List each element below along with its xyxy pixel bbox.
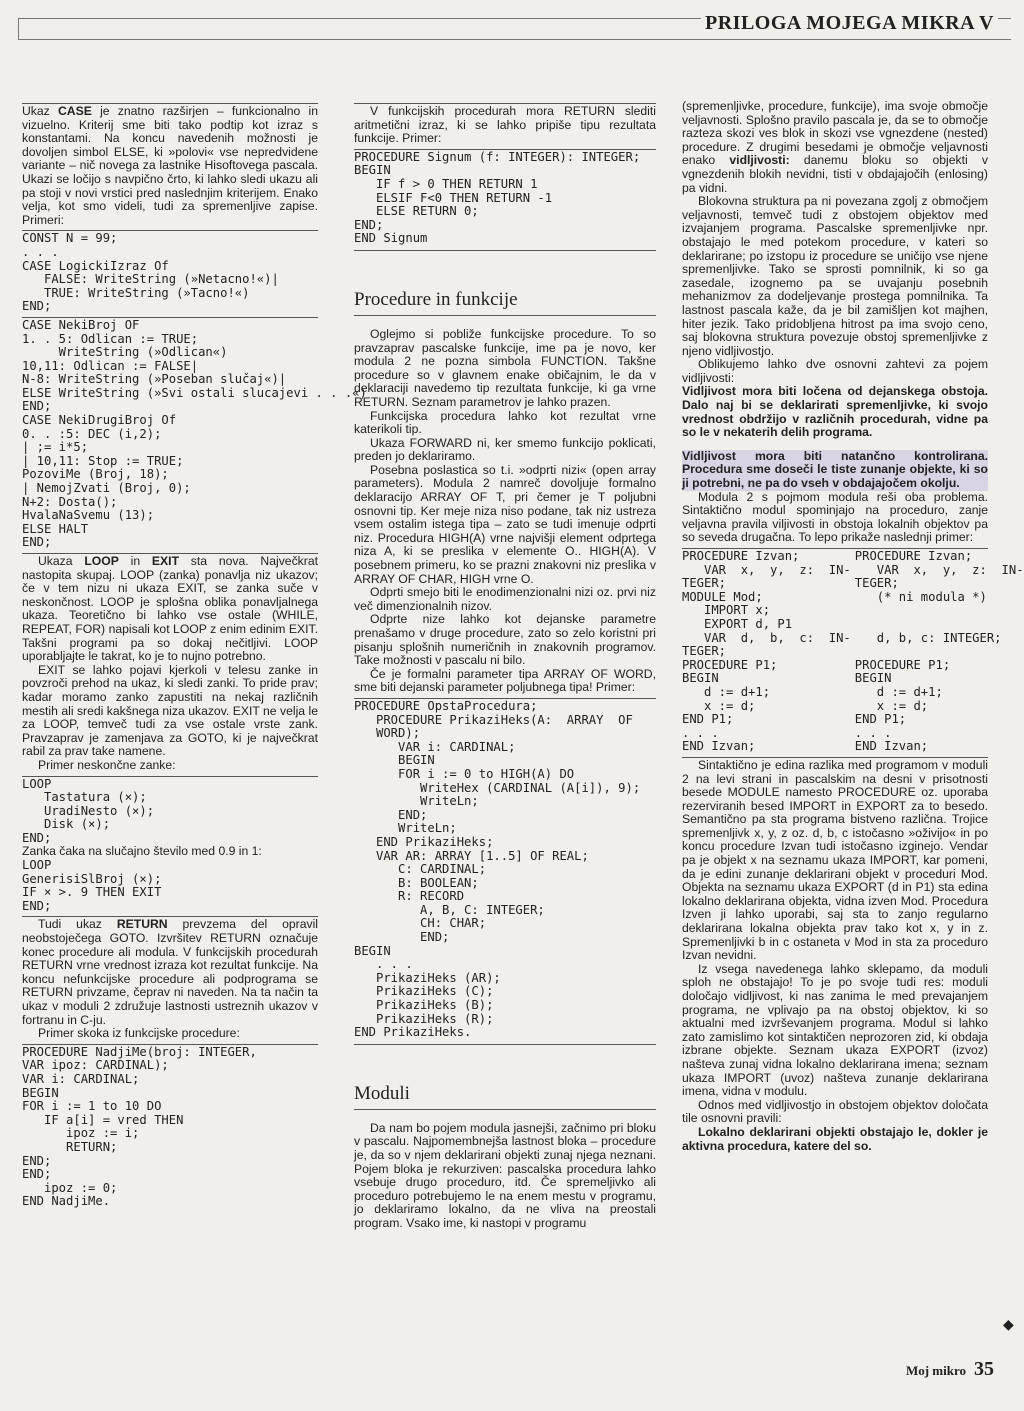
running-header: PRILOGA MOJEGA MIKRA V bbox=[701, 12, 998, 35]
code-listing-modula: PROCEDURE Izvan; VAR x, y, z: IN- TEGER; MODULE Mod; IMPORT x; EXPORT d, P1 VAR d, b, c: IN- TEGER; PROCEDURE P1; BEGIN d := d+1; x := d; END P1; . . . END Izvan; bbox=[682, 549, 851, 754]
body-paragraph: Da nam bo pojem modula jasnejši, začnimo pri bloku v pascalu. Najpomembnejša lastnost bloka – procedure je, da so v njem deklarirani objekti zunaj njega neznani. Pojem bloka je rekurziven: pascalska procedura lahko vsebuje drugo proceduro, itd. Če spremeljivko ali proceduro potrebujemo le na enem mestu v programu, jo deklariramo lokalno, da ne vliva na preostali program. Vsako ime, ki nastopi v programu bbox=[354, 1120, 656, 1230]
code-comparison bbox=[682, 549, 1024, 754]
example-caption: Primer neskončne zanke: bbox=[38, 757, 176, 772]
bold-rule-paragraph: Vidljivost mora biti ločena od dejanskega obstoja. Dalo naj bi se deklarirati spremenljivke, ki svojo vrednost obdržijo v različnih procedurah, vidne pa so le v nekaterih delih programa. bbox=[682, 384, 988, 440]
body-paragraph: Modula 2 s pojmom modula reši oba problema. Sintaktično modul spominjajo na proceduro, zanje veljavna pravila viljivosti in obstoja lokalnih objektov pa so seveda drugačna. To lepo prikaže naslednji primer: bbox=[682, 489, 988, 545]
page-footer bbox=[906, 1358, 994, 1381]
section-heading: Procedure in funkcije bbox=[354, 288, 518, 310]
return-function-paragraph: V funkcijskih procedurah mora RETURN slediti aritmetični izraz, ki se lahko pripiše tipu rezultata funkcije. Primer: bbox=[354, 104, 656, 146]
bold-rule-paragraph-highlighted: Vidljivost mora biti natančno kontrolirana. Procedura sme doseči le tiste zunanje objekte, ki so ji potrebni, ne pa do vseh v obdajajočem okolju. bbox=[682, 448, 988, 491]
body-paragraph: Oglejmo si pobliže funkcijske procedure. To so pravzaprav pascalske funkcije, ime pa je novo, ker modula 2 ne pozna simbola FUNCTION. Takšne procedure so v glavnem enake običajnim, le da v deklaraciji navedemo tip rezultata funkcije, ki ga vrne RETURN. Seznam parametrov je lahko prazen. bbox=[354, 326, 656, 409]
page-number: 35 bbox=[974, 1358, 994, 1380]
section-heading-wrap bbox=[354, 1044, 656, 1110]
bold-rule-paragraph: Lokalno deklarirani objekti obstajajo le, dokler je aktivna procedura, katere del so. bbox=[682, 1124, 988, 1153]
case-paragraph: Ukaz CASE je znatno razširjen – funkcionalno in vizuelno. Kriterij sme biti tako podtip kot izraz s konstantami. Na koncu navedenih možnosti je dovoljen simbol ELSE, ki »polovi« vse nepredvidene variante – nič novega za lastnike Hisoftovega pascala. Ukazi se ločijo s navpično črto, ki lahko sledi ukazu ali pa stoji v novi vrstici pred naslednjim kriterijem. Enako velja, kot smo videli, tudi za spremenljive zapise. Primeri: bbox=[22, 104, 318, 227]
divider bbox=[22, 776, 318, 777]
loop-paragraph: Ukaza LOOP in EXIT sta nova. Največkrat nastopita skupaj. LOOP (zanka) ponavlja niz ukazov; če v tem nizu ni ukaza EXIT, se zanka suče v neskončnost. LOOP je splošna oblika ponavljalnega ukaza. Teoretično bi lahko vse ostale (WHILE, REPEAT, FOR) napisali kot LOOP z enim edinim EXIT. Takšni programi pa so dokaj nečitljivi. LOOP uporabljajte le takrat, ko je to nujno potrebno. bbox=[22, 554, 318, 664]
body-paragraph: Če je formalni parameter tipa ARRAY OF WORD, sme biti dejanski parameter poljubnega tipa! Primer: bbox=[354, 666, 656, 695]
body-paragraph: Funkcijska procedura lahko kot rezultat vrne katerikoli tip. bbox=[354, 408, 656, 437]
section-heading: Moduli bbox=[354, 1082, 410, 1104]
code-listing: LOOP GenerisiSlBroj (×); IF × >. 9 THEN EXIT END; bbox=[22, 858, 162, 913]
return-paragraph: Tudi ukaz RETURN prevzema del opravil neobstoječega GOTO. Izvršitev RETURN označuje konec procedure ali modula. V funkcijskih procedurah RETURN vrne vrednost izraza kot rezultat funkcije. Na koncu nefunkcijske procedure ali podprograma se RETURN privzame, čeprav ni naveden. Na ta način ta ukaz v moduli 2 združuje lastnosti ustreznih ukazov v fortranu in C-ju. bbox=[22, 917, 318, 1027]
column-2 bbox=[354, 100, 656, 1231]
body-paragraph: Odprte nize lahko kot dejanske parametre prenašamo v druge procedure, zato so zelo koristni pri pisanju splošnih numeričnih in znakovnih programov. Take možnosti v pascalu ni bilo. bbox=[354, 612, 656, 668]
example-caption: Zanka čaka na slučajno število med 0.9 in 1: bbox=[22, 844, 262, 859]
example-caption: Primer skoka iz funkcijske procedure: bbox=[38, 1026, 240, 1041]
code-listing: PROCEDURE OpstaProcedura; PROCEDURE PrikaziHeks(A: ARRAY OF WORD); VAR i: CARDINAL; BEGIN FOR i := 0 to HIGH(A) DO WriteHex (CARDINAL (A[i]), 9); WriteLn; END; WriteLn; END PrikaziHeks; VAR AR: ARRAY [1..5] OF REAL; C: CARDINAL; B: BOOLEAN; R: RECORD A, B, C: INTEGER; CH: CHAR; END; BEGIN . . . PrikaziHeks (AR); PrikaziHeks (C); PrikaziHeks (B); PrikaziHeks (R); END PrikaziHeks. bbox=[354, 698, 641, 1040]
publication-name: Moj mikro bbox=[905, 1363, 966, 1378]
body-paragraph: Iz vsega navedenega lahko sklepamo, da moduli sploh ne obstajajo! To je po svoje tudi res: moduli določajo vidljivost, ki nas zanima le med prevajanjem programa, ne vplivajo pa na obstoj objektov, ki so aktualni med izvrševanjem programa. Modul si lahko zato zamislimo kot sintaktičen neprozoren zid, ki obdaja izbrane objekte. Seznam ukaza EXPORT (izvoz) našteva zunaj vidna lokalno deklarirana imena; seznam ukaza IMPORT (uvoz) našteva zunanje deklarirana imena, vidna v modulu. bbox=[682, 961, 988, 1099]
code-listing-pascal: PROCEDURE Izvan; VAR x, y, z: IN- TEGER; (* ni modula *) d, b, c: INTEGER; PROCEDURE P1; BEGIN d := d+1; x := d; END P1; . . . END Izvan; bbox=[854, 549, 1024, 754]
body-paragraph: Oblikujemo lahko dve osnovni zahtevi za pojem vidljivosti: bbox=[682, 357, 988, 385]
body-paragraph: Odnos med vidljivostjo in obstojem objektov določata tile osnovni pravili: bbox=[682, 1097, 988, 1126]
body-paragraph: Sintaktično je edina razlika med programom v moduli 2 na levi strani in pascalskim na desni v prisotnosti besede MODULE namesto PROCEDURE oz. uporaba rezerviranih besed IMPORT in EXPORT za to besedo. Semantično pa sta programa bistveno različna. Trojice spremenljivk x, y, z oz. d, b, c istočasno »oživijo« in po koncu procedure Izvan tudi istočasno izginejo. Vendar pa je objekt x na seznamu ukaza IMPORT, kar pomeni, da je edini zunanje deklarirani objekt v proceduri Mod. Objekta na seznamu ukaza EXPORT (d in P1) sta edina lokalno deklarirana objekta, vidna izven Mod. Procedura Izven ji lahko uporabi, saj sta to zanjo regularno deklarirana lokalna objekta prav tako kot x, y in z. Spremenljivki b in c ostaneta v Mod in sta za proceduro Izvan nevidni. bbox=[682, 757, 988, 963]
column-1 bbox=[22, 100, 367, 1209]
exit-paragraph: EXIT se lahko pojavi kjerkoli v telesu zanke in povzroči prehod na ukaz, ki sledi zanki. To pride prav; kadar moramo zanko zapustiti na nekaj različnih mestih ali sredi kakšnega niza ukazov. EXIT ne velja le za LOOP, temveč tudi za vse ostale vrste zank. Pravzaprav je zamenjava za GOTO, ki je največkrat rabil za prav take namene. bbox=[22, 662, 318, 759]
column-3 bbox=[682, 99, 1024, 1153]
code-listing: PROCEDURE NadjiMe(broj: INTEGER, VAR ipoz: CARDINAL); VAR i: CARDINAL; BEGIN FOR i := 1 to 10 DO IF a[i] = vred THEN ipoz := i; RETURN; END; END; ipoz := 0; END NadjiMe. bbox=[22, 1044, 257, 1209]
body-paragraph: Blokovna struktura pa ni povezana zgolj z območjem veljavnosti, temveč tudi z obstojem objektov med izvajanjem programa. Pascalske spremenljivke npr. obstajajo le med potekom procedure, v kateri so deklarirane; po izstopu iz procedure se uničijo vse njene spremenljivke. Tako se sprosti pomnilnik, ki so ga zasedale, izognemo pa se uvajanju posebnih mehanizmov za dodeljevanje prostega pomnilnika. Ta lastnost pascala kaže, da je bil zamišljen kot majhen, hiter jezik. Tako pridobljena hitrost pa ima svojo ceno, saj blokovna struktura povezuje obstoj spremenljivke z njeno vidljivostjo. bbox=[682, 194, 988, 358]
code-listing: CASE NekiBroj OF 1. . 5: Odlican := TRUE; WriteString (»Odlican«) 10,11: Odlican := FALSE| N-8: WriteString (»Poseban slučaj«)| ELSE WriteString (»Svi ostali slucajevi . . .«) END; CASE NekiDrugiBroj Of 0. . :5: DEC (i,2); | ;= i*5; | 10,11: Stop := TRUE; PozoviMe (Broj, 18); | NemojZvati (Broj, 0); N+2: Dosta(); HvalaNaSvemu (13); ELSE HALT END; bbox=[22, 317, 367, 550]
section-heading-wrap bbox=[354, 250, 656, 316]
code-listing: CONST N = 99; . . . CASE LogickiIzraz Of FALSE: WriteString (»Netacno!«)| TRUE: WriteString (»Tacno!«) END; bbox=[22, 231, 279, 314]
body-paragraph: (spremenljivke, procedure, funkcije), ima svoje območje veljavnosti. Splošno pravilo pascala je, da se to območje razteza skozi ves blok in skozi vse vgnezdene (nested) procedure. Z drugimi besedami je območje veljavnosti enako vidljivosti: danemu bloku so objekti v vgnezdenih blokih nevidni, tisti v obdajajočih (enlosing) pa vidni. bbox=[682, 99, 989, 195]
arrow-bullet-icon: ◆ bbox=[1003, 1316, 1014, 1332]
body-paragraph: Ukaza FORWARD ni, ker smemo funkcijo poklicati, preden jo deklariramo. bbox=[354, 435, 656, 464]
body-paragraph: Odprti smejo biti le enodimenzionalni nizi oz. prvi niz več dimenzionalnih nizov. bbox=[354, 585, 656, 613]
code-listing: LOOP Tastatura (×); UradiNesto (×); Disk (×); END; bbox=[22, 776, 155, 845]
code-listing: PROCEDURE Signum (f: INTEGER): INTEGER; BEGIN IF f > 0 THEN RETURN 1 ELSIF F<0 THEN RETURN -1 ELSE RETURN 0; END; END Signum bbox=[354, 149, 641, 246]
body-paragraph: Posebna poslastica so t.i. »odprti nizi« (open array parameters). Modula 2 namreč dovoljuje formalno deklaracijo ARRAY OF T, pri čemer je T poljubni osnovni tip. Ker meje niza niso podane, tak niz ustreza vsem ostalim istega tipa – zato se tudi imenuje odprti niz. Procedura HIGH(A) vrne najvišji element odprtega niza A, ki se preslika v elemente O.. HIGH(A). V posebnem primeru, ko se prazni znakovni niz preslika v ARRAY OF CHAR, HIGH vrne O. bbox=[354, 462, 656, 586]
